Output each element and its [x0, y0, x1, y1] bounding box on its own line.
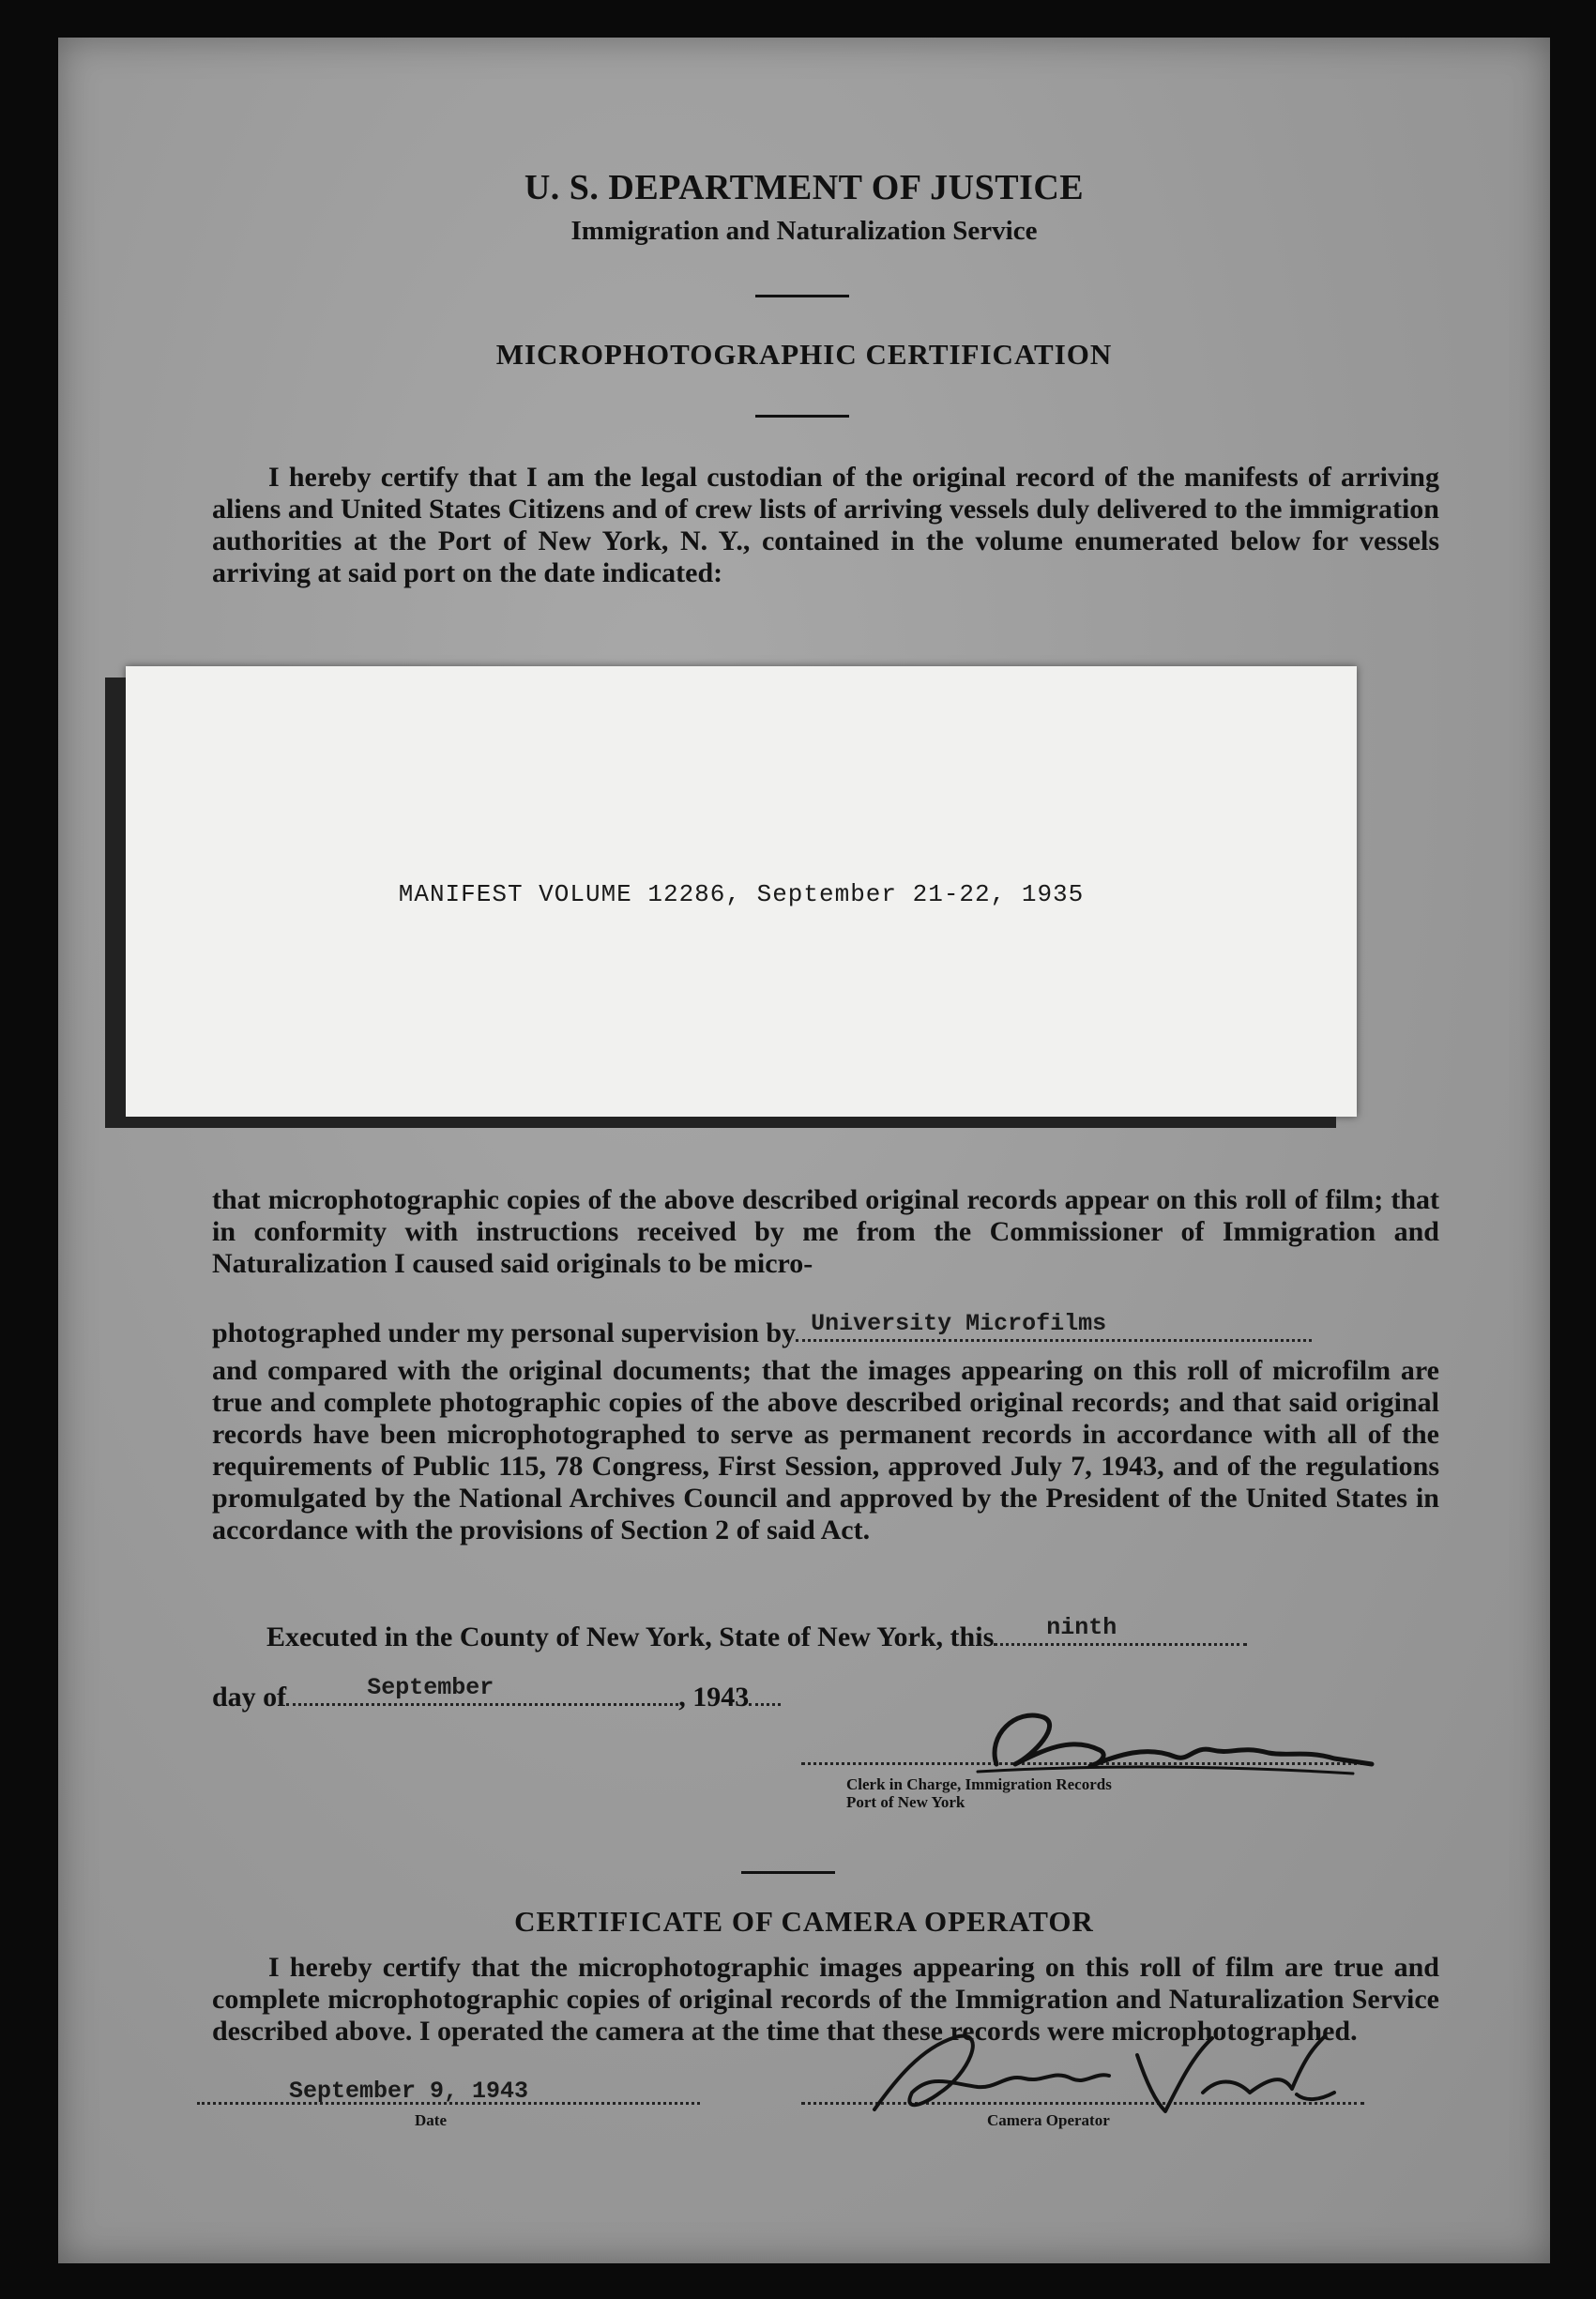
- operator-signature: [856, 2027, 1344, 2121]
- executed-year: , 1943: [678, 1682, 750, 1713]
- department-heading: U. S. DEPARTMENT OF JUSTICE: [524, 168, 1085, 207]
- camera-certificate-title: CERTIFICATE OF CAMERA OPERATOR: [514, 1905, 1094, 1938]
- camera-date-value: September 9, 1943: [289, 2078, 529, 2105]
- supervision-line: [212, 1310, 1312, 1349]
- date-label: Date: [415, 2111, 447, 2129]
- divider: [741, 1871, 835, 1874]
- day-of-label: day of: [212, 1682, 287, 1713]
- executed-line: [266, 1614, 1247, 1653]
- clerk-title-line-2: Port of New York: [846, 1793, 965, 1811]
- certification-title: MICROPHOTOGRAPHIC CERTIFICATION: [495, 338, 1113, 371]
- executed-month-field: [286, 1674, 678, 1706]
- supervision-prefix: photographed under my personal supervision by: [212, 1317, 797, 1348]
- manifest-volume-text: MANIFEST VOLUME 12286, September 21-22, 1935: [398, 880, 1085, 908]
- body-paragraph-rest: and compared with the original documents; that the images appearing on this roll of microfilm are true and complete photographic copies of the above described original records; and that said original records have been microphotographed to serve as permanent records in accordance with all of the requirements of Public 115, 78 Congress, First Session, approved July 7, 1943, and of the regulations promulgated by the National Archives Council and approved by the President of the United States in accordance with the provisions of Section 2 of said Act.: [212, 1355, 1439, 1545]
- executed-day-field: [994, 1614, 1247, 1646]
- clerk-signature: [959, 1698, 1409, 1783]
- executed-day-value: ninth: [1046, 1614, 1117, 1641]
- divider: [755, 295, 849, 297]
- executed-prefix: Executed in the County of New York, State of New York, this: [266, 1621, 995, 1652]
- clerk-title-line-1: Clerk in Charge, Immigration Records: [846, 1775, 1112, 1793]
- divider: [755, 415, 849, 418]
- certificate-page: [58, 38, 1550, 2263]
- executed-month-value: September: [367, 1674, 494, 1701]
- manifest-card: [126, 666, 1357, 1117]
- camera-certificate-text: I hereby certify that the microphotographic images appearing on this roll of film are true and complete microphotographic copies of original records of the Immigration and Naturalization Service described above. I operated the camera at the time that these records were microphotographed.: [212, 1952, 1439, 2047]
- day-of-line: [212, 1674, 781, 1713]
- service-subheading: Immigration and Naturalization Service: [570, 216, 1038, 246]
- body-paragraph-start: that microphotographic copies of the above described original records appear on this roll of film; that in conformity with instructions received by me from the Commissioner of Immigration and Naturalization I caused said originals to be micro-: [212, 1184, 1439, 1279]
- supervision-field: [796, 1310, 1312, 1342]
- intro-paragraph: I hereby certify that I am the legal custodian of the original record of the manifests of arriving aliens and United States Citizens and of crew lists of arriving vessels duly delivered to the immigration authorities at the Port of New York, N. Y., contained in the volume enumerated below for vessels arriving at said port on the date indicated:: [212, 462, 1439, 588]
- supervision-value: University Microfilms: [811, 1310, 1107, 1337]
- camera-operator-label: Camera Operator: [987, 2111, 1110, 2129]
